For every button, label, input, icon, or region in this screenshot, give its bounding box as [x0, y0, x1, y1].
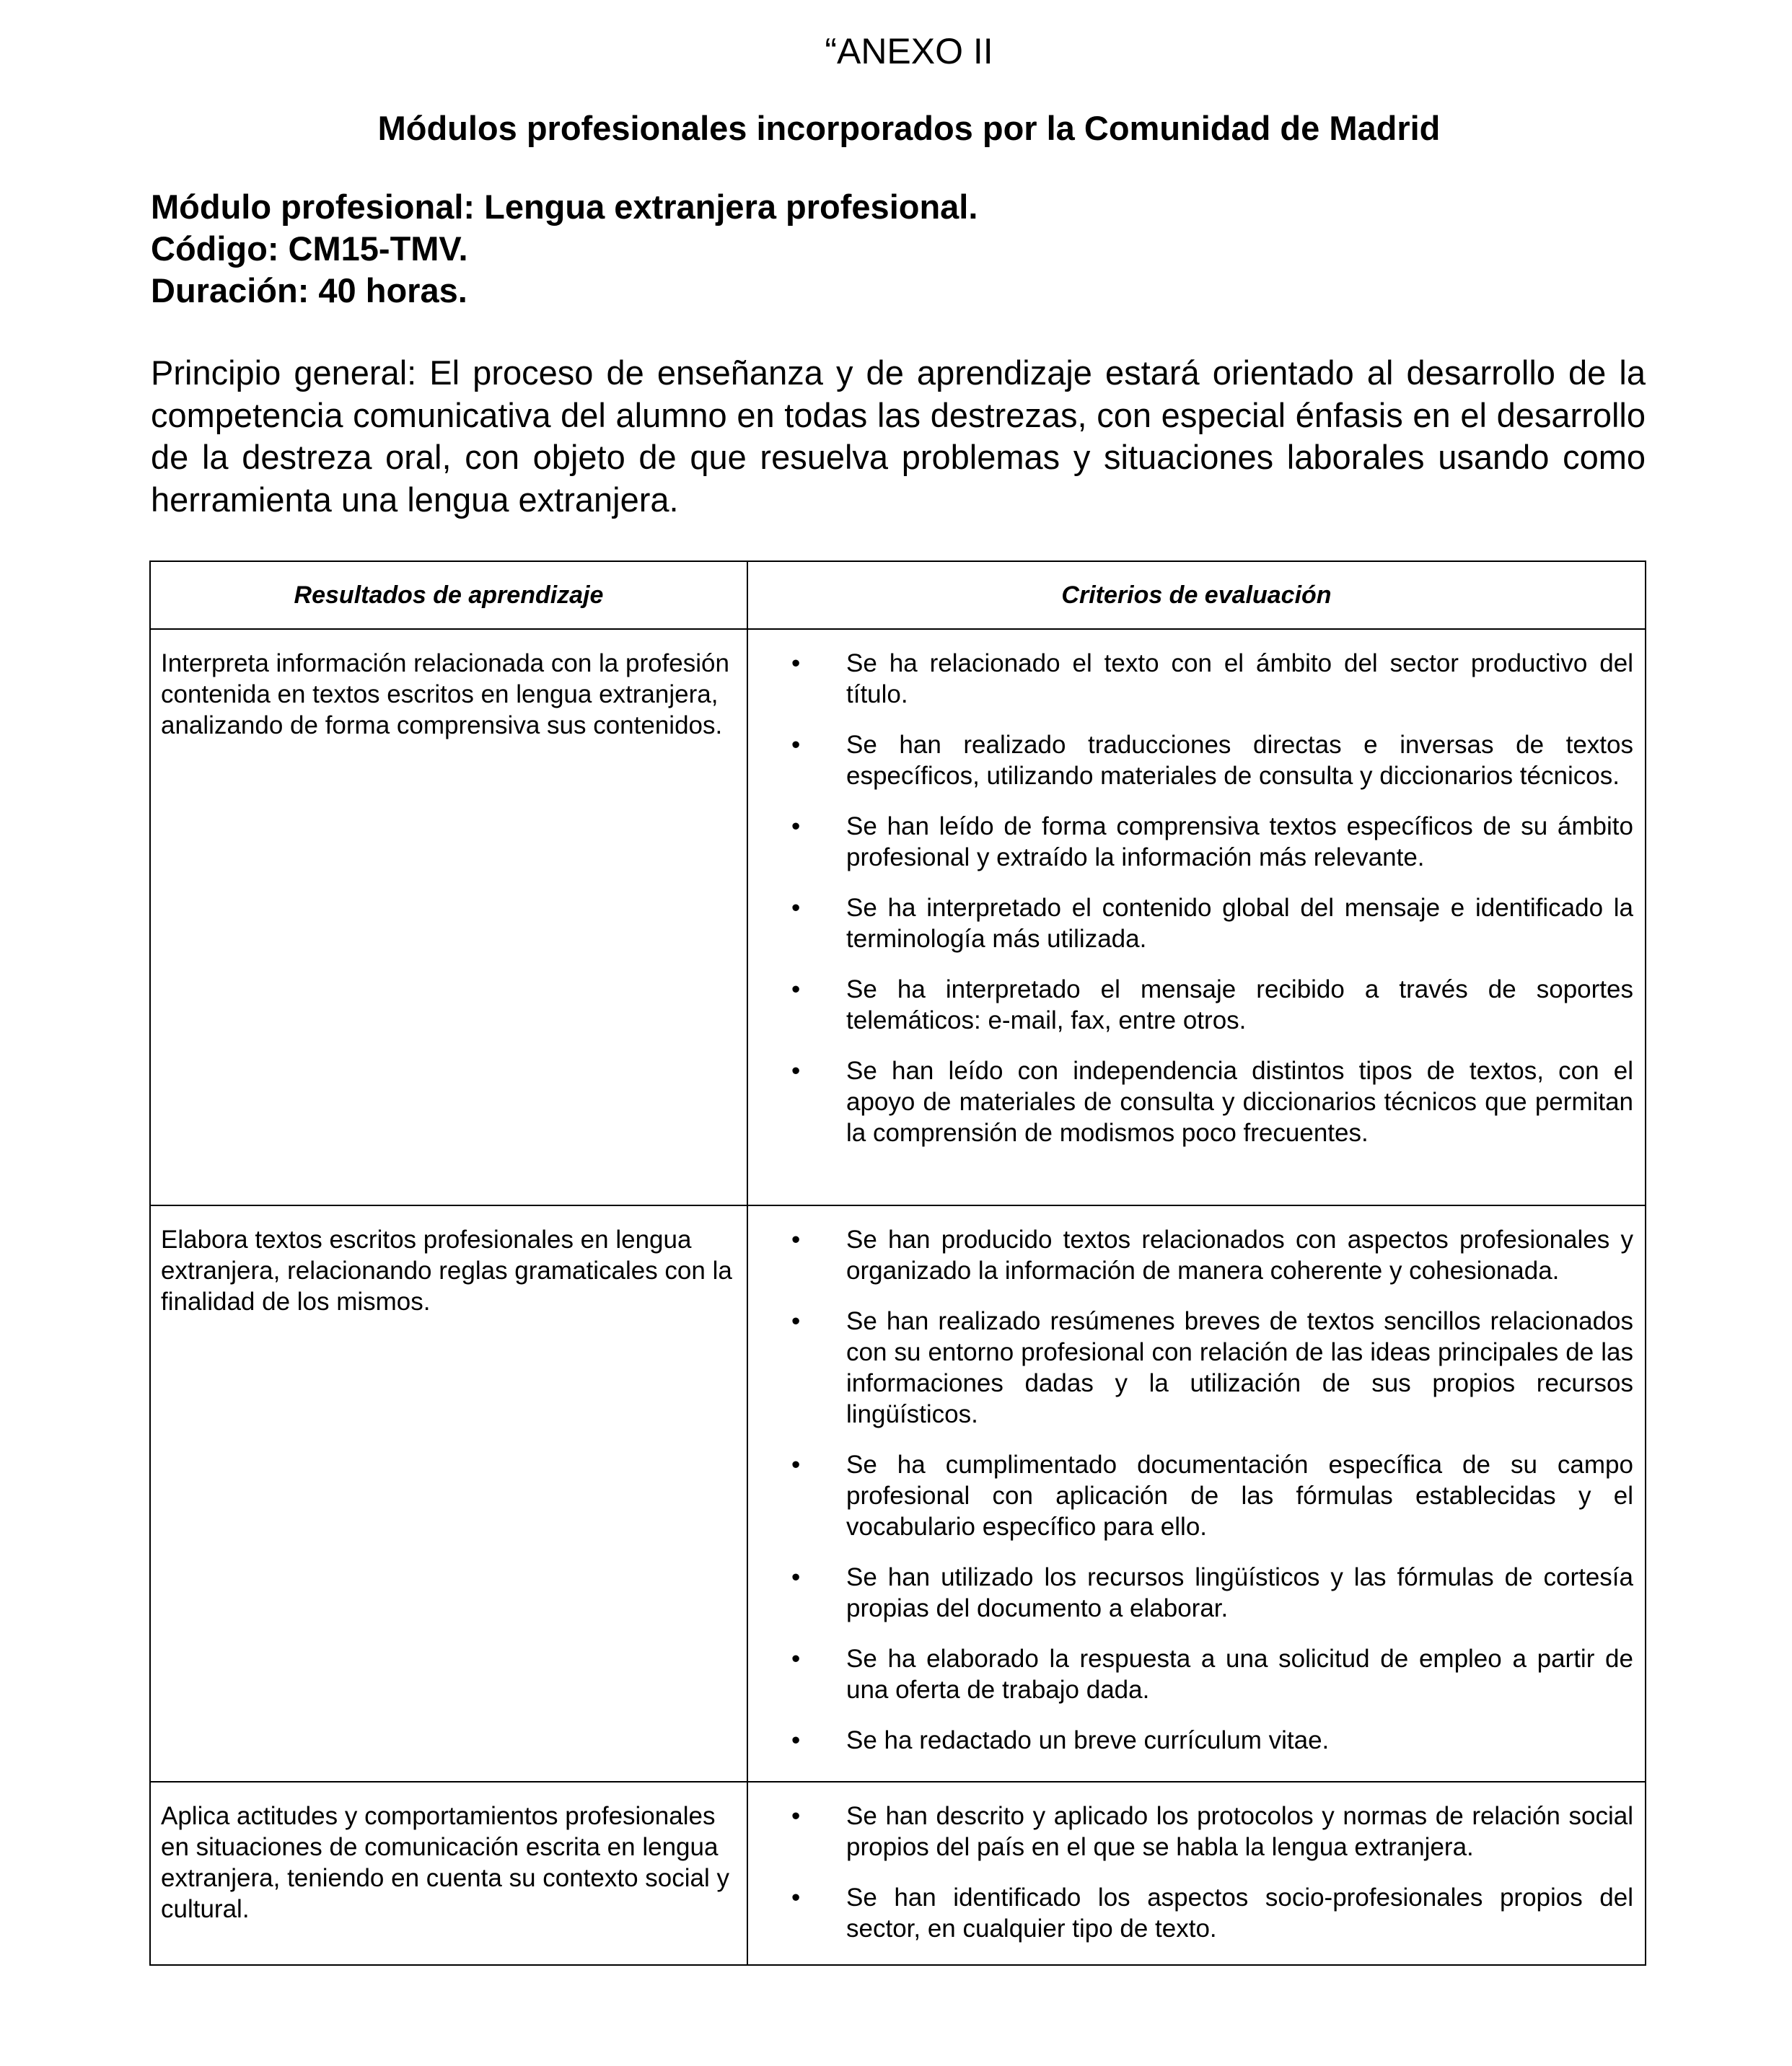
criterion-text: Se han producido textos relacionados con aspectos profesionales y organizado la información de manera coherente y cohesionada. — [846, 1226, 1633, 1285]
general-principle: Principio general: El proceso de enseñanza y de aprendizaje estará orientado al desarrollo de la competencia comunicativa del alumno en todas las destrezas, con especial énfasis en el desarrollo de la destreza oral, con objeto de que resuelva problemas y situaciones laborales usando como herramienta una lengua extranjera. — [151, 353, 1646, 519]
bullet-icon: • — [791, 975, 801, 1003]
bullet-icon: • — [791, 1451, 801, 1479]
criterion-text: Se ha interpretado el contenido global del mensaje e identificado la terminología más utilizada. — [846, 894, 1633, 953]
bullet-icon: • — [791, 1307, 801, 1335]
list-item — [748, 1643, 1633, 1705]
bullet-icon: • — [791, 1563, 801, 1591]
learning-result: Interpreta información relacionada con la profesión contenida en textos escritos en lengua extranjera, analizando de forma comprensiva sus contenidos. — [150, 629, 747, 1205]
list-item — [748, 1224, 1633, 1286]
table-header-row — [150, 561, 1646, 629]
learning-result: Elabora textos escritos profesionales en lengua extranjera, relacionando reglas gramaticales con la finalidad de los mismos. — [150, 1205, 747, 1782]
criterion-text: Se ha relacionado el texto con el ámbito del sector productivo del título. — [846, 649, 1633, 708]
bullet-icon: • — [791, 1645, 801, 1673]
list-item — [748, 1801, 1633, 1863]
bullet-icon: • — [791, 1802, 801, 1830]
list-item — [748, 811, 1633, 873]
criterion-text: Se han realizado traducciones directas e inversas de textos específicos, utilizando materiales de consulta y diccionarios técnicos. — [846, 731, 1633, 790]
criteria-list — [748, 1801, 1633, 1944]
criterion-text: Se han leído de forma comprensiva textos específicos de su ámbito profesional y extraído la información más relevante. — [846, 812, 1633, 871]
evaluation-criteria — [747, 629, 1646, 1205]
criterion-text: Se han identificado los aspectos socio-profesionales propios del sector, en cualquier tipo de texto. — [846, 1883, 1633, 1943]
criterion-text: Se han realizado resúmenes breves de textos sencillos relacionados con su entorno profesional con relación de las ideas principales de las informaciones dadas y la utilización de sus propios recursos lingüísticos. — [846, 1307, 1633, 1428]
list-item — [748, 1306, 1633, 1430]
criterion-text: Se ha redactado un breve currículum vitae. — [846, 1726, 1330, 1754]
list-item — [748, 1055, 1633, 1148]
module-duration: Duración: 40 horas. — [151, 271, 467, 309]
table-row — [150, 1782, 1646, 1965]
list-item — [748, 892, 1633, 954]
header-evaluation-criteria: Criterios de evaluación — [747, 561, 1646, 629]
criterion-text: Se han utilizado los recursos lingüísticos y las fórmulas de cortesía propias del documento a elaborar. — [846, 1563, 1633, 1622]
module-code: Código: CM15-TMV. — [151, 229, 468, 268]
annex-heading: “ANEXO II — [825, 31, 993, 71]
bullet-icon: • — [791, 1726, 801, 1754]
table-row — [150, 629, 1646, 1205]
list-item — [748, 1882, 1633, 1944]
bullet-icon: • — [791, 812, 801, 840]
bullet-icon: • — [791, 731, 801, 759]
learning-result: Aplica actitudes y comportamientos profesionales en situaciones de comunicación escrita en lengua extranjera, teniendo en cuenta su contexto social y cultural. — [150, 1782, 747, 1965]
criterion-text: Se ha elaborado la respuesta a una solicitud de empleo a partir de una oferta de trabajo dada. — [846, 1645, 1633, 1704]
criteria-table — [149, 561, 1646, 1966]
list-item — [748, 974, 1633, 1036]
list-item — [748, 1449, 1633, 1542]
module-name: Módulo profesional: Lengua extranjera profesional. — [151, 188, 978, 226]
evaluation-criteria — [747, 1205, 1646, 1782]
module-info — [151, 186, 978, 312]
criteria-list — [748, 1224, 1633, 1756]
criterion-text: Se ha interpretado el mensaje recibido a través de soportes telemáticos: e-mail, fax, entre otros. — [846, 975, 1633, 1034]
table-row — [150, 1205, 1646, 1782]
bullet-icon: • — [791, 649, 801, 677]
header-learning-results: Resultados de aprendizaje — [150, 561, 747, 629]
criterion-text: Se ha cumplimentado documentación específica de su campo profesional con aplicación de las fórmulas establecidas y el vocabulario específico para ello. — [846, 1451, 1633, 1541]
bullet-icon: • — [791, 1883, 801, 1912]
bullet-icon: • — [791, 894, 801, 922]
list-item — [748, 1725, 1633, 1756]
bullet-icon: • — [791, 1057, 801, 1085]
list-item — [748, 1562, 1633, 1624]
document-title: Módulos profesionales incorporados por la Comunidad de Madrid — [377, 109, 1441, 147]
list-item — [748, 729, 1633, 791]
criterion-text: Se han leído con independencia distintos tipos de textos, con el apoyo de materiales de consulta y diccionarios técnicos que permitan la comprensión de modismos poco frecuentes. — [846, 1057, 1633, 1147]
evaluation-criteria — [747, 1782, 1646, 1965]
bullet-icon: • — [791, 1226, 801, 1254]
list-item — [748, 648, 1633, 710]
criterion-text: Se han descrito y aplicado los protocolos y normas de relación social propios del país en el que se habla la lengua extranjera. — [846, 1802, 1633, 1861]
criteria-list — [748, 648, 1633, 1148]
